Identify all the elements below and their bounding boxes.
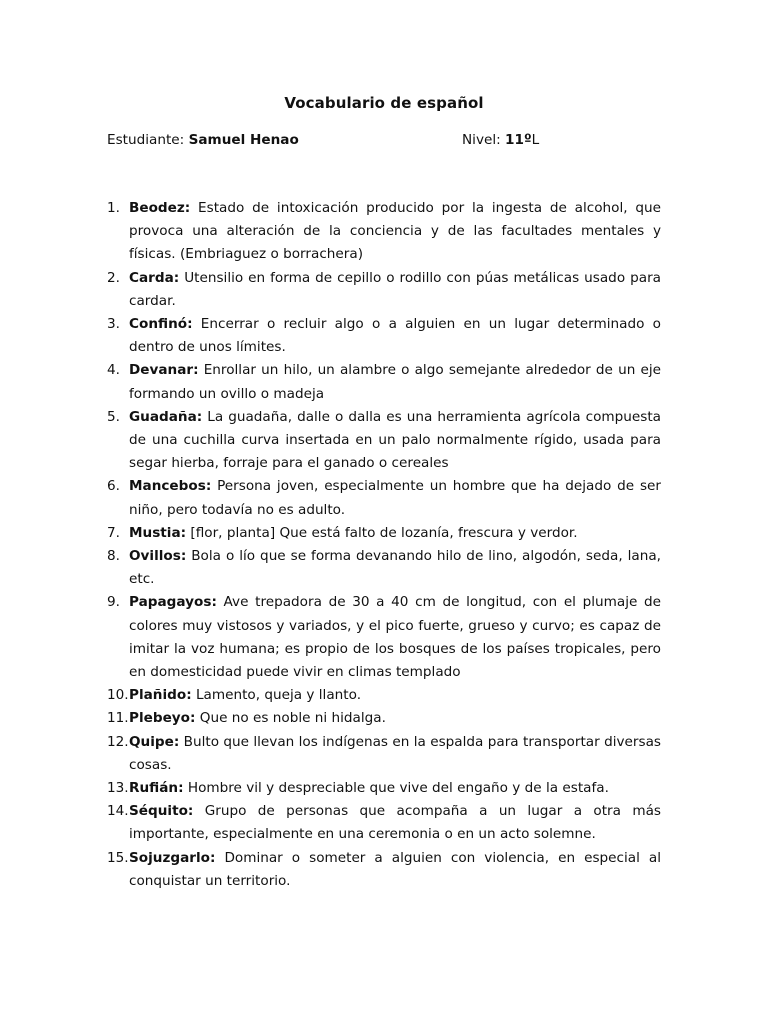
vocabulary-definition: Hombre vil y despreciable que vive del engaño y de la estafa. bbox=[187, 780, 609, 797]
vocabulary-term: Quipe: bbox=[129, 733, 180, 750]
item-number: 12. bbox=[107, 733, 129, 750]
vocabulary-term: Rufián: bbox=[129, 780, 184, 797]
vocabulary-definition: Enrollar un hilo, un alambre o algo semejante alrededor de un eje formando un ovillo o madeja bbox=[129, 362, 661, 402]
vocabulary-term: Carda: bbox=[129, 269, 180, 286]
item-number: 15. bbox=[107, 849, 129, 866]
vocabulary-term: Plebeyo: bbox=[129, 710, 196, 727]
vocabulary-item bbox=[107, 777, 661, 800]
vocabulary-term: Mustia: bbox=[129, 524, 187, 541]
item-number: 6. bbox=[107, 478, 120, 495]
vocabulary-term: Beodez: bbox=[129, 200, 191, 216]
student-name: Samuel Henao bbox=[188, 132, 299, 148]
vocabulary-item bbox=[107, 359, 661, 405]
vocabulary-item bbox=[107, 591, 661, 684]
vocabulary-definition: Lamento, queja y llanto. bbox=[195, 687, 362, 704]
vocabulary-term: Confinó: bbox=[129, 316, 193, 333]
vocabulary-term: Plañido: bbox=[129, 687, 192, 704]
item-number: 3. bbox=[107, 316, 120, 333]
vocabulary-item bbox=[107, 475, 661, 521]
vocabulary-definition: Bulto que llevan los indígenas en la espalda para transportar diversas cosas. bbox=[129, 733, 661, 773]
item-number: 8. bbox=[107, 548, 120, 565]
student-field bbox=[107, 132, 299, 148]
item-number: 2. bbox=[107, 269, 120, 286]
vocabulary-definition: Utensilio en forma de cepillo o rodillo con púas metálicas usado para cardar. bbox=[129, 269, 661, 309]
item-number: 10. bbox=[107, 687, 129, 704]
vocabulary-item bbox=[107, 684, 661, 707]
vocabulary-term: Sojuzgarlo: bbox=[129, 849, 216, 866]
vocabulary-definition: Dominar o someter a alguien con violencia, en especial al conquistar un territorio. bbox=[129, 849, 661, 889]
vocabulary-item bbox=[107, 267, 661, 313]
item-number: 11. bbox=[107, 710, 129, 727]
vocabulary-item bbox=[107, 847, 661, 893]
student-info bbox=[107, 132, 667, 152]
vocabulary-item bbox=[107, 313, 661, 359]
vocabulary-definition: Persona joven, especialmente un hombre que ha dejado de ser niño, pero todavía no es adulto. bbox=[129, 478, 661, 518]
vocabulary-definition: La guadaña, dalle o dalla es una herramienta agrícola compuesta de una cuchilla curva insertada en un palo normalmente rígido, usada para segar hierba, forraje para el ganado o cereales bbox=[129, 408, 661, 472]
vocabulary-term: Guadaña: bbox=[129, 408, 203, 425]
vocabulary-item bbox=[107, 731, 661, 777]
level-value: 11º bbox=[505, 132, 532, 148]
vocabulary-definition: [flor, planta] Que está falto de lozanía, frescura y verdor. bbox=[190, 524, 578, 541]
vocabulary-definition: Que no es noble ni hidalga. bbox=[199, 710, 386, 727]
vocabulary-item bbox=[107, 197, 661, 267]
item-number: 7. bbox=[107, 524, 120, 541]
student-label: Estudiante: bbox=[107, 132, 185, 148]
vocabulary-item bbox=[107, 707, 661, 730]
vocabulary-term: Papagayos: bbox=[129, 594, 217, 611]
level-field bbox=[462, 132, 539, 148]
item-number: 5. bbox=[107, 408, 120, 425]
item-number: 1. bbox=[107, 200, 120, 216]
vocabulary-definition: Ave trepadora de 30 a 40 cm de longitud, con el plumaje de colores muy vistosos y variados, y el pico fuerte, grueso y curvo; es capaz de imitar la voz humana; es propio de los bosques de los países tropicales, pero en domesticidad puede vivir en climas templado bbox=[129, 594, 661, 681]
vocabulary-definition: Encerrar o recluir algo o a alguien en un lugar determinado o dentro de unos límites. bbox=[129, 316, 661, 356]
vocabulary-term: Ovillos: bbox=[129, 548, 187, 565]
vocabulary-definition: Estado de intoxicación producido por la ingesta de alcohol, que provoca una alteración de la conciencia y de las facultades mentales y físicas. (Embriaguez o borrachera) bbox=[129, 200, 661, 263]
vocabulary-definition: Bola o lío que se forma devanando hilo de lino, algodón, seda, lana, etc. bbox=[129, 548, 661, 588]
level-suffix: L bbox=[531, 132, 540, 148]
vocabulary-term: Séquito: bbox=[129, 803, 194, 820]
item-number: 4. bbox=[107, 362, 120, 379]
document-title: Vocabulario de español bbox=[284, 94, 484, 112]
item-number: 9. bbox=[107, 594, 120, 611]
vocabulary-term: Devanar: bbox=[129, 362, 199, 379]
vocabulary-item bbox=[107, 522, 661, 545]
vocabulary-list bbox=[107, 197, 661, 893]
vocabulary-item bbox=[107, 406, 661, 476]
item-number: 13. bbox=[107, 780, 129, 797]
vocabulary-term: Mancebos: bbox=[129, 478, 212, 495]
level-label: Nivel: bbox=[462, 132, 501, 148]
vocabulary-item bbox=[107, 545, 661, 591]
item-number: 14. bbox=[107, 803, 129, 820]
vocabulary-definition: Grupo de personas que acompaña a un lugar a otra más importante, especialmente en una ceremonia o en un acto solemne. bbox=[129, 803, 661, 843]
vocabulary-item bbox=[107, 800, 661, 846]
